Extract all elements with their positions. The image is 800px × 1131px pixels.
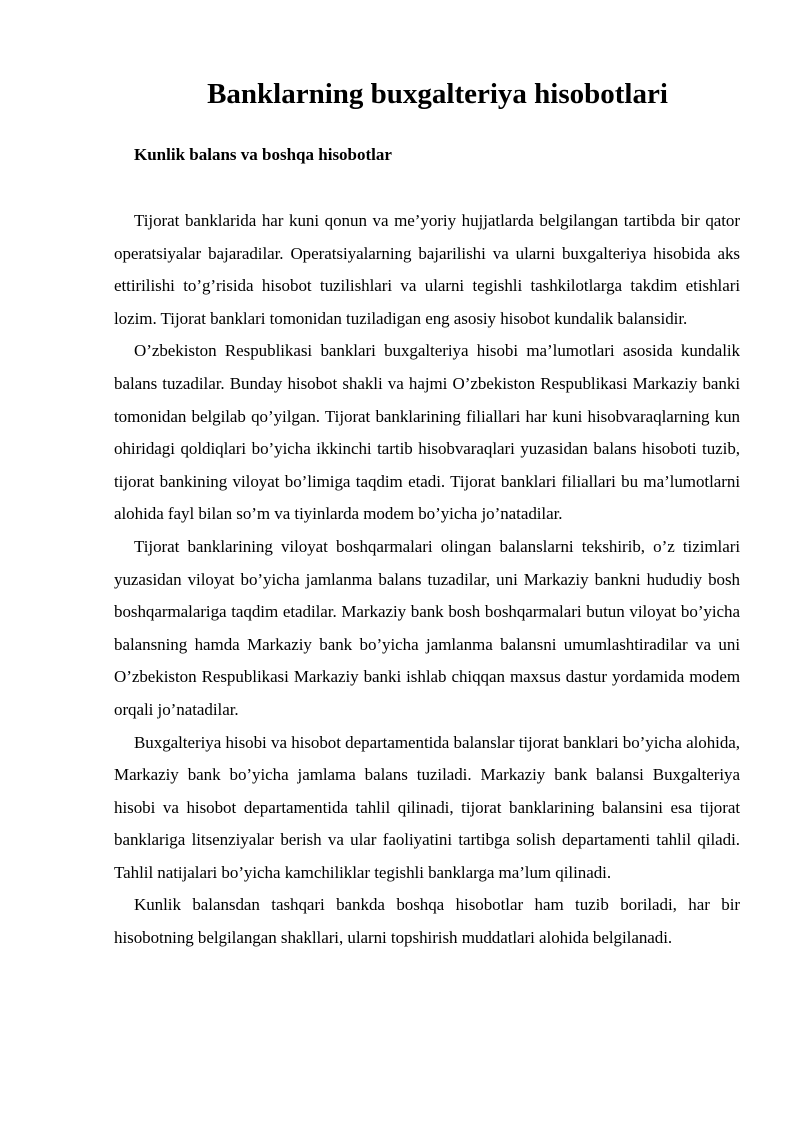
- document-body: [114, 205, 740, 955]
- section-subtitle: Kunlik balans va boshqa hisobotlar: [134, 145, 392, 164]
- paragraph-3: Tijorat banklarining viloyat boshqarmalari olingan balanslarni tekshirib, o’z tizimlari yuzasidan viloyat bo’yicha jamlanma balans tuzadilar, uni Markaziy bankni hududiy bosh boshqarmalariga taqdim etadilar. Markaziy bank bosh boshqarmalari butun viloyat bo’yicha balansning hamda Markaziy bank bo’yicha jamlanma balansni umumlashtiradilar va uni O’zbekiston Respublikasi Markaziy banki ishlab chiqqan maxsus dastur yordamida modem orqali jo’natadilar.: [114, 536, 740, 719]
- paragraph-4: Buxgalteriya hisobi va hisobot departamentida balanslar tijorat banklari bo’yicha alohida, Markaziy bank bo’yicha jamlama balans tuziladi. Markaziy bank balansi Buxgalteriya hisobi va hisobot departamentida tahlil qilinadi, tijorat banklarining balansini esa tijorat banklariga litsenziyalar berish va ular faoliyatini tartibga solish departamenti tahlil qiladi. Tahlil natijalari bo’yicha kamchiliklar tegishli banklarga ma’lum qilinadi.: [114, 732, 740, 882]
- paragraph-1: Tijorat banklarida har kuni qonun va me’yoriy hujjatlarda belgilangan tartibda bir qator operatsiyalar bajaradilar. Operatsiyalarning bajarilishi va ularni buxgalteriya hisobida aks ettirilishi to’g’risida hisobot tuzilishlari va ularni tegishli tashkilotlarga takdim etishlari lozim. Tijorat banklari tomonidan tuziladigan eng asosiy hisobot kundalik balansidir.: [114, 211, 740, 328]
- paragraph-2: O’zbekiston Respublikasi banklari buxgalteriya hisobi ma’lumotlari asosida kundalik balans tuzadilar. Bunday hisobot shakli va hajmi O’zbekiston Respublikasi Markaziy banki tomonidan belgilab qo’yilgan. Tijorat banklarining filiallari har kuni hisobvaraqlarning kun ohiridagi qoldiqlari bo’yicha ikkinchi tartib hisobvaraqlari yuzasidan balans hisoboti tuzib, tijorat bankining viloyat bo’limiga taqdim etadi. Tijorat banklari filiallari bu ma’lumotlarni alohida fayl bilan so’m va tiyinlarda modem bo’yicha jo’natadilar.: [114, 341, 740, 524]
- document-title: Banklarning buxgalteriya hisobotlari: [207, 78, 668, 110]
- paragraph-5: Kunlik balansdan tashqari bankda boshqa hisobotlar ham tuzib boriladi, har bir hisobotning belgilangan shakllari, ularni topshirish muddatlari alohida belgilanadi.: [114, 895, 740, 948]
